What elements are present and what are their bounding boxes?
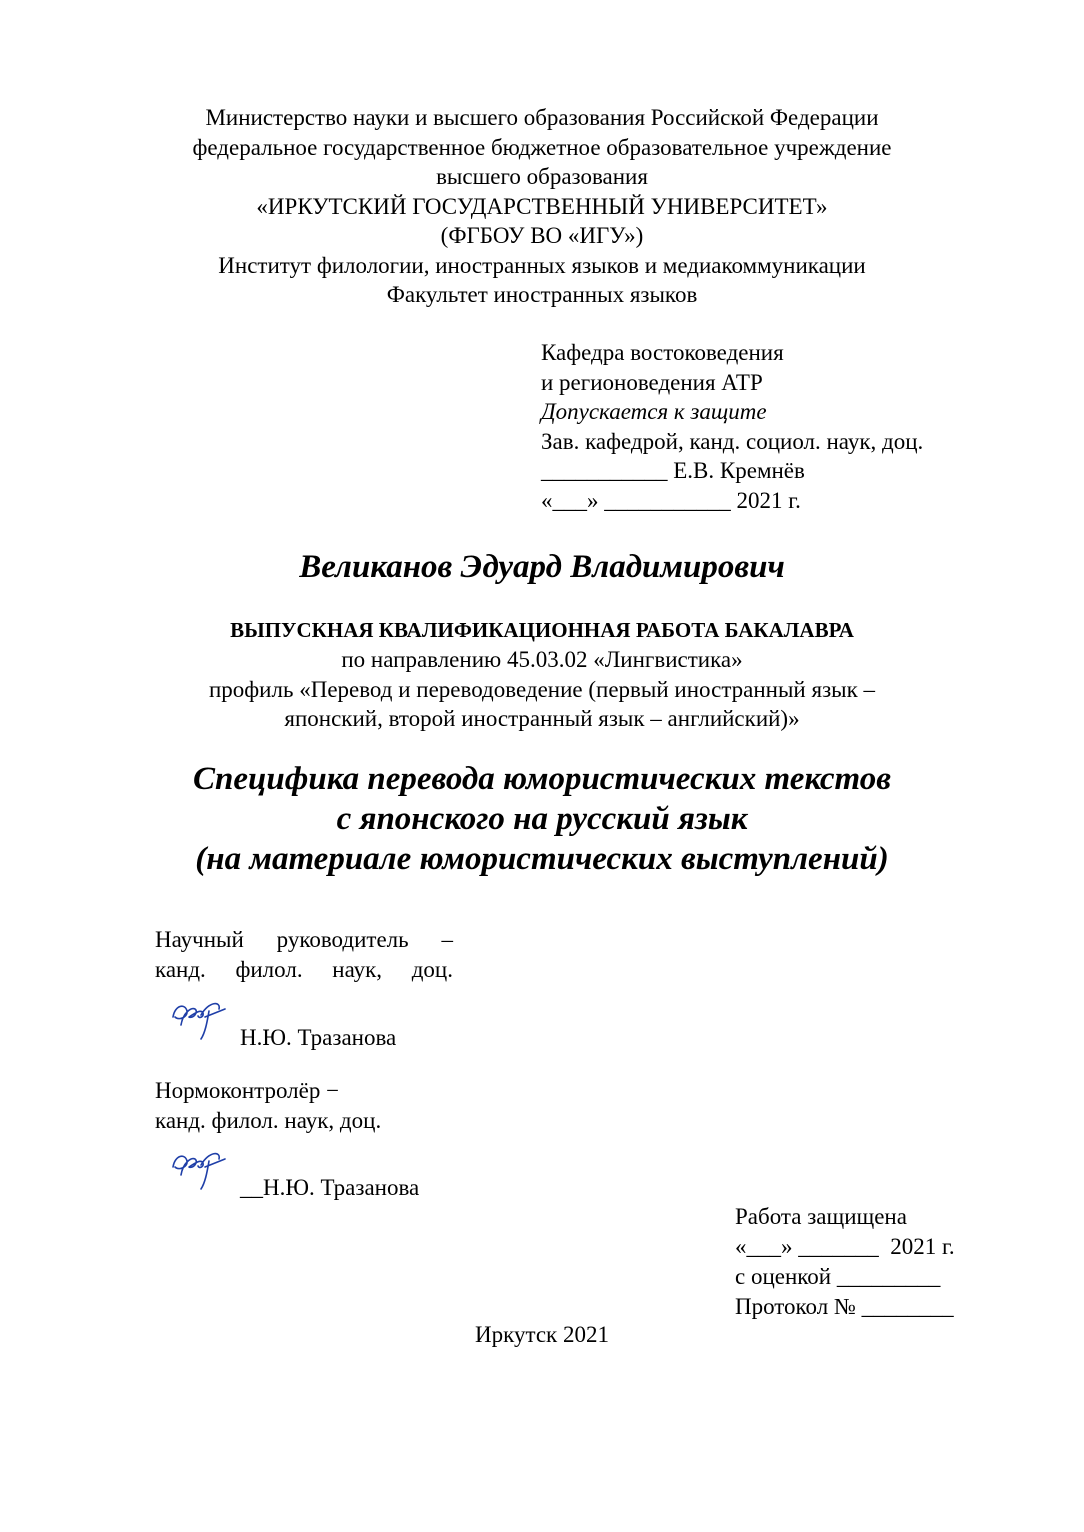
work-profile-line-2: японский, второй иностранный язык – английский)» bbox=[284, 706, 800, 731]
ministry-header bbox=[0, 103, 1084, 310]
topic-line-2: с японского на русский язык bbox=[336, 801, 748, 837]
normcontrol-name: __Н.Ю. Тразанова bbox=[240, 1175, 420, 1200]
department-line-1: Кафедра востоковедения bbox=[541, 340, 784, 365]
supervisor-role-word: руководитель bbox=[276, 927, 409, 952]
supervisor-role-word: Научный bbox=[155, 927, 244, 952]
normcontrol-degree: канд. филол. наук, доц. bbox=[155, 1108, 382, 1133]
supervisor-name: Н.Ю. Тразанова bbox=[240, 1025, 397, 1050]
approval-block bbox=[541, 338, 923, 515]
normcontrol-signature-icon bbox=[165, 1145, 235, 1195]
defense-line-protocol: Протокол № ________ bbox=[735, 1294, 954, 1319]
work-direction: по направлению 45.03.02 «Лингвистика» bbox=[341, 647, 743, 672]
department-line-2: и регионоведения АТР bbox=[541, 369, 763, 395]
defense-line-grade: с оценкой _________ bbox=[735, 1264, 941, 1289]
work-profile-line-1: профиль «Перевод и переводоведение (первый иностранный язык – bbox=[208, 676, 876, 702]
supervisor-degree-word: доц. bbox=[411, 957, 453, 982]
header-line-institute: Институт филологии, иностранных языков и медиакоммуникации bbox=[218, 252, 866, 278]
department-head-title: Зав. кафедрой, канд. социол. наук, доц. bbox=[541, 428, 924, 454]
supervisor-role-word: – bbox=[441, 927, 453, 952]
supervisor-degree-word: наук, bbox=[332, 957, 383, 982]
topic-line-1: Специфика перевода юмористических текстов bbox=[193, 761, 891, 797]
thesis-topic bbox=[0, 759, 1084, 879]
topic-line-3: (на материале юмористических выступлений) bbox=[195, 841, 889, 877]
author-name: Великанов Эдуард Владимирович bbox=[299, 549, 785, 585]
header-line-abbreviation: (ФГБОУ ВО «ИГУ») bbox=[440, 223, 644, 248]
supervisor-signature-icon bbox=[165, 995, 235, 1045]
supervisor-role-line bbox=[155, 925, 453, 955]
normcontrol-role: Нормоконтролёр − bbox=[155, 1078, 340, 1103]
supervisor-degree-line bbox=[155, 955, 453, 985]
header-line-university: «ИРКУТСКИЙ ГОСУДАРСТВЕННЫЙ УНИВЕРСИТЕТ» bbox=[256, 193, 828, 219]
header-line-ministry: Министерство науки и высшего образования Российской Федерации bbox=[205, 105, 879, 130]
approval-date-line: «___» ___________ 2021 г. bbox=[541, 487, 801, 513]
admitted-to-defense: Допускается к защите bbox=[541, 399, 767, 424]
work-type-title: ВЫПУСКНАЯ КВАЛИФИКАЦИОННАЯ РАБОТА БАКАЛАВРА bbox=[230, 618, 854, 642]
supervisor-degree-word: канд. bbox=[155, 957, 206, 982]
defense-line-protected: Работа защищена bbox=[735, 1204, 907, 1229]
normcontrol-block bbox=[155, 1076, 381, 1136]
department-head-signature-line: ___________ Е.В. Кремнёв bbox=[541, 458, 805, 483]
defense-block bbox=[735, 1202, 955, 1322]
work-type-block bbox=[0, 615, 1084, 734]
city-year: Иркутск 2021 bbox=[475, 1322, 609, 1347]
header-line-education-level: высшего образования bbox=[436, 164, 648, 189]
defense-line-date: «___» _______ 2021 г. bbox=[735, 1234, 955, 1259]
header-line-faculty: Факультет иностранных языков bbox=[386, 282, 698, 307]
supervisor-block bbox=[155, 925, 453, 985]
header-line-institution-type: федеральное государственное бюджетное образовательное учреждение bbox=[192, 134, 892, 160]
supervisor-degree-word: филол. bbox=[235, 957, 303, 982]
